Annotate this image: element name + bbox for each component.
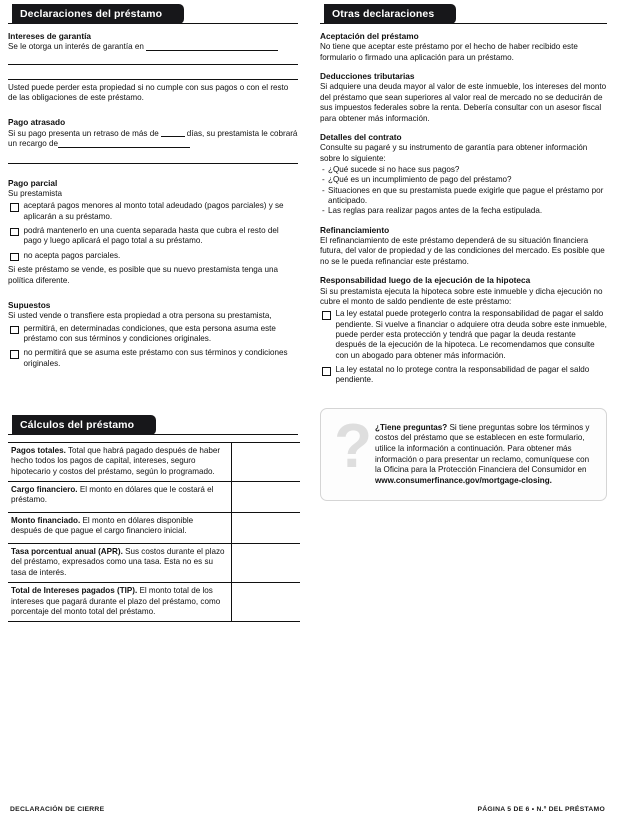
heading-tax-deductions: Deducciones tributarias	[320, 71, 415, 82]
footer-document-label: DECLARACIÓN DE CIERRE	[10, 806, 105, 813]
left-column	[0, 0, 310, 622]
table-row	[8, 513, 300, 544]
assumptions-option-label: permitirá, en determinadas condiciones, que esta persona asuma este préstamo con sus términos y condiciones originales.	[23, 323, 276, 343]
table-row	[8, 544, 300, 583]
list-item	[322, 175, 607, 185]
questions-callout-box	[320, 408, 607, 501]
table-row	[8, 443, 300, 482]
dash-bullet-icon: -	[322, 164, 325, 174]
tax-deductions-text: Si adquiere una deuda mayor al valor de este inmueble, los intereses del monto del préstamo que sean superiores al valor real de mercado no se deducirán de sus impuestos federales sobre la renta. Debería consultar con un asesor fiscal para obtener más información.	[320, 82, 607, 123]
calc-value-cell[interactable]	[232, 443, 300, 481]
assumptions-option-list	[8, 324, 298, 369]
partial-payment-option-row[interactable]	[8, 251, 298, 262]
contract-details-bullet-text: Las reglas para realizar pagos antes de la fecha estipulada.	[328, 206, 543, 216]
assumptions-option-row[interactable]	[8, 348, 298, 369]
block-security-interest	[8, 31, 298, 103]
liability-lead-text: Si su prestamista ejecuta la hipoteca sobre este inmueble y dicha ejecución no cubre el monto de saldo pendiente de este préstamo:	[320, 286, 603, 306]
late-payment-text-part1: Si su pago presenta un retraso de más de	[8, 128, 159, 138]
heading-refinancing: Refinanciamiento	[320, 224, 390, 235]
footer-page-number: PÁGINA 5 DE 6 • N.º DEL PRÉSTAMO	[477, 806, 605, 813]
calc-description-cell	[8, 513, 232, 543]
contract-details-bullet-list	[322, 165, 607, 217]
calc-term-label: Cargo financiero.	[11, 485, 78, 495]
partial-payment-option-label: aceptará pagos menores al monto total adeudado (pagos parciales) y se aplicarán a su préstamo.	[23, 201, 284, 221]
block-contract-details	[320, 132, 607, 217]
heading-liability-after-foreclosure: Responsabilidad luego de la ejecución de la hipoteca	[320, 275, 531, 286]
calc-description-cell	[8, 583, 232, 621]
security-interest-warning: Usted puede perder esta propiedad si no cumple con sus pagos o con el resto de las obligaciones de este préstamo.	[8, 82, 289, 103]
checkbox-icon[interactable]	[10, 253, 19, 262]
calc-description-text: El monto en dólares que le costará el préstamo.	[11, 485, 214, 505]
calc-value-cell[interactable]	[232, 583, 300, 621]
calc-description-cell	[8, 443, 232, 481]
security-interest-lead-text: Se le otorga un interés de garantía en	[8, 42, 144, 52]
late-payment-fee-fill-line[interactable]	[58, 147, 190, 148]
heading-late-payment: Pago atrasado	[8, 117, 66, 128]
checkbox-icon[interactable]	[322, 311, 331, 320]
page-footer	[0, 806, 619, 813]
block-liability-after-foreclosure	[320, 275, 607, 386]
section-title-other-disclosures: Otras declaraciones	[324, 4, 456, 24]
calc-value-cell[interactable]	[232, 482, 300, 512]
calc-term-label: Pagos totales.	[11, 446, 66, 456]
calc-term-label: Total de Intereses pagados (TIP).	[11, 586, 138, 596]
calc-term-label: Monto financiado.	[11, 516, 81, 526]
checkbox-icon[interactable]	[10, 326, 19, 335]
dash-bullet-icon: -	[322, 175, 325, 185]
refinancing-text: El refinanciamiento de este préstamo dependerá de su situación financiera futura, del valor de propiedad y de las condiciones del mercado. Es posible que no se le pueda refinanciar este préstamo.	[320, 236, 605, 266]
loan-acceptance-text: No tiene que aceptar este préstamo por el hecho de haber recibido este formulario o firmado una aplicación para un préstamo.	[320, 42, 578, 62]
calc-term-label: Tasa porcentual anual (APR).	[11, 547, 123, 557]
section-header-other-disclosures	[320, 4, 607, 24]
questions-callout-body: Si tiene preguntas sobre los términos y costos del préstamo que se establecen en este formulario, utilice la información a continuación. Para obtener más información o para presentar un reclamo, comuníquese con la Oficina para la Protección Financiera del Consumidor en	[375, 422, 590, 475]
block-loan-acceptance	[320, 31, 607, 63]
partial-payment-option-list	[8, 201, 298, 261]
calc-description-cell	[8, 544, 232, 582]
assumptions-lead-text: Si usted vende o transfiere esta propiedad a otra persona su prestamista,	[8, 311, 272, 321]
liability-option-list	[320, 309, 607, 386]
checkbox-icon[interactable]	[10, 203, 19, 212]
block-tax-deductions	[320, 71, 607, 124]
block-late-payment	[8, 117, 298, 163]
table-row	[8, 482, 300, 513]
question-mark-icon: ?	[334, 411, 372, 481]
list-item	[322, 165, 607, 175]
questions-callout-text	[375, 421, 594, 487]
calc-description-cell	[8, 482, 232, 512]
calc-value-cell[interactable]	[232, 544, 300, 582]
calc-value-cell[interactable]	[232, 513, 300, 543]
liability-option-label: La ley estatal puede protegerlo contra la responsabilidad de pagar el saldo pendiente. Si vuelve a financiar o adquiere otra deuda sobre este inmueble, puede perder esta protección y tendrá que pagar la deuda restante después de la ejecución de la hipoteca. Le recomendamos que consulte con un abogado para obtener más información.	[335, 309, 607, 360]
section-title-loan-calculations: Cálculos del préstamo	[12, 415, 156, 435]
calc-description-text: Total que habrá pagado después de haber hecho todos los pagos de capital, intereses, seguro hipotecario y costos del préstamo, según lo programado.	[11, 446, 221, 476]
block-refinancing	[320, 225, 607, 267]
security-interest-fill-line-2[interactable]	[8, 53, 298, 65]
loan-calculations-table	[8, 442, 300, 622]
dash-bullet-icon: -	[322, 185, 325, 195]
liability-option-label: La ley estatal no lo protege contra la responsabilidad de pagar el saldo pendiente.	[335, 365, 590, 385]
heading-contract-details: Detalles del contrato	[320, 131, 402, 142]
calc-description-text: El monto total de los intereses que pagará durante el plazo del préstamo, como porcentaje del monto total del préstamo.	[11, 586, 221, 616]
checkbox-icon[interactable]	[322, 367, 331, 376]
contract-details-lead-text: Consulte su pagaré y su instrumento de garantía para obtener información sobre lo siguiente:	[320, 143, 588, 163]
checkbox-icon[interactable]	[10, 228, 19, 237]
section-header-loan-calculations	[8, 415, 298, 435]
list-item	[322, 206, 607, 216]
questions-callout-lead: ¿Tiene preguntas?	[375, 422, 448, 432]
liability-option-row[interactable]	[320, 365, 607, 386]
partial-payment-option-row[interactable]	[8, 226, 298, 247]
partial-payment-closing-text: Si este préstamo se vende, es posible que su nuevo prestamista tenga una política diferente.	[8, 265, 278, 285]
section-header-loan-disclosures	[8, 4, 298, 24]
heading-security-interest: Intereses de garantía	[8, 31, 92, 41]
late-payment-days-blank[interactable]	[161, 136, 185, 137]
contract-details-bullet-text: ¿Qué es un incumplimiento de pago del préstamo?	[328, 175, 512, 185]
security-interest-fill-line-1[interactable]	[146, 50, 278, 51]
block-assumptions	[8, 300, 298, 369]
assumptions-option-label: no permitirá que se asuma este préstamo con sus términos y condiciones originales.	[23, 348, 288, 368]
partial-payment-option-row[interactable]	[8, 201, 298, 222]
late-payment-text-part2: días, su prestamista le cobrará un recargo de	[8, 128, 298, 149]
heading-assumptions: Supuestos	[8, 299, 51, 310]
questions-callout-url[interactable]: www.consumerfinance.gov/mortgage-closing.	[375, 476, 552, 486]
security-interest-fill-line-3[interactable]	[8, 68, 298, 80]
checkbox-icon[interactable]	[10, 350, 19, 359]
assumptions-option-row[interactable]	[8, 324, 298, 345]
late-payment-fill-line-2[interactable]	[8, 152, 298, 164]
late-payment-text	[8, 129, 298, 150]
heading-loan-acceptance: Aceptación del préstamo	[320, 31, 419, 41]
section-title-loan-disclosures: Declaraciones del préstamo	[12, 4, 184, 24]
contract-details-bullet-text: ¿Qué sucede si no hace sus pagos?	[328, 164, 460, 174]
right-column	[310, 0, 619, 622]
contract-details-bullet-text: Situaciones en que su prestamista puede exigirle que pague el préstamo por anticipado.	[328, 185, 604, 206]
calc-description-text: Sus costos durante el plazo del préstamo, expresados como una tasa. Esta no es su tasa de interés.	[11, 547, 225, 577]
dash-bullet-icon: -	[322, 206, 325, 216]
calc-description-text: El monto en dólares disponible después de que pague el cargo financiero inicial.	[11, 516, 194, 536]
security-interest-lead-row	[8, 42, 298, 52]
heading-partial-payment: Pago parcial	[8, 177, 58, 188]
list-item	[322, 186, 607, 207]
table-row	[8, 583, 300, 622]
partial-payment-option-label: no acepta pagos parciales.	[23, 250, 121, 260]
liability-option-row[interactable]	[320, 309, 607, 361]
block-partial-payment	[8, 178, 298, 286]
partial-payment-lead-text: Su prestamista	[8, 188, 62, 198]
partial-payment-option-label: podrá mantenerlo en una cuenta separada hasta que cubra el resto del pago y luego aplicará el pago total a su préstamo.	[23, 225, 279, 246]
